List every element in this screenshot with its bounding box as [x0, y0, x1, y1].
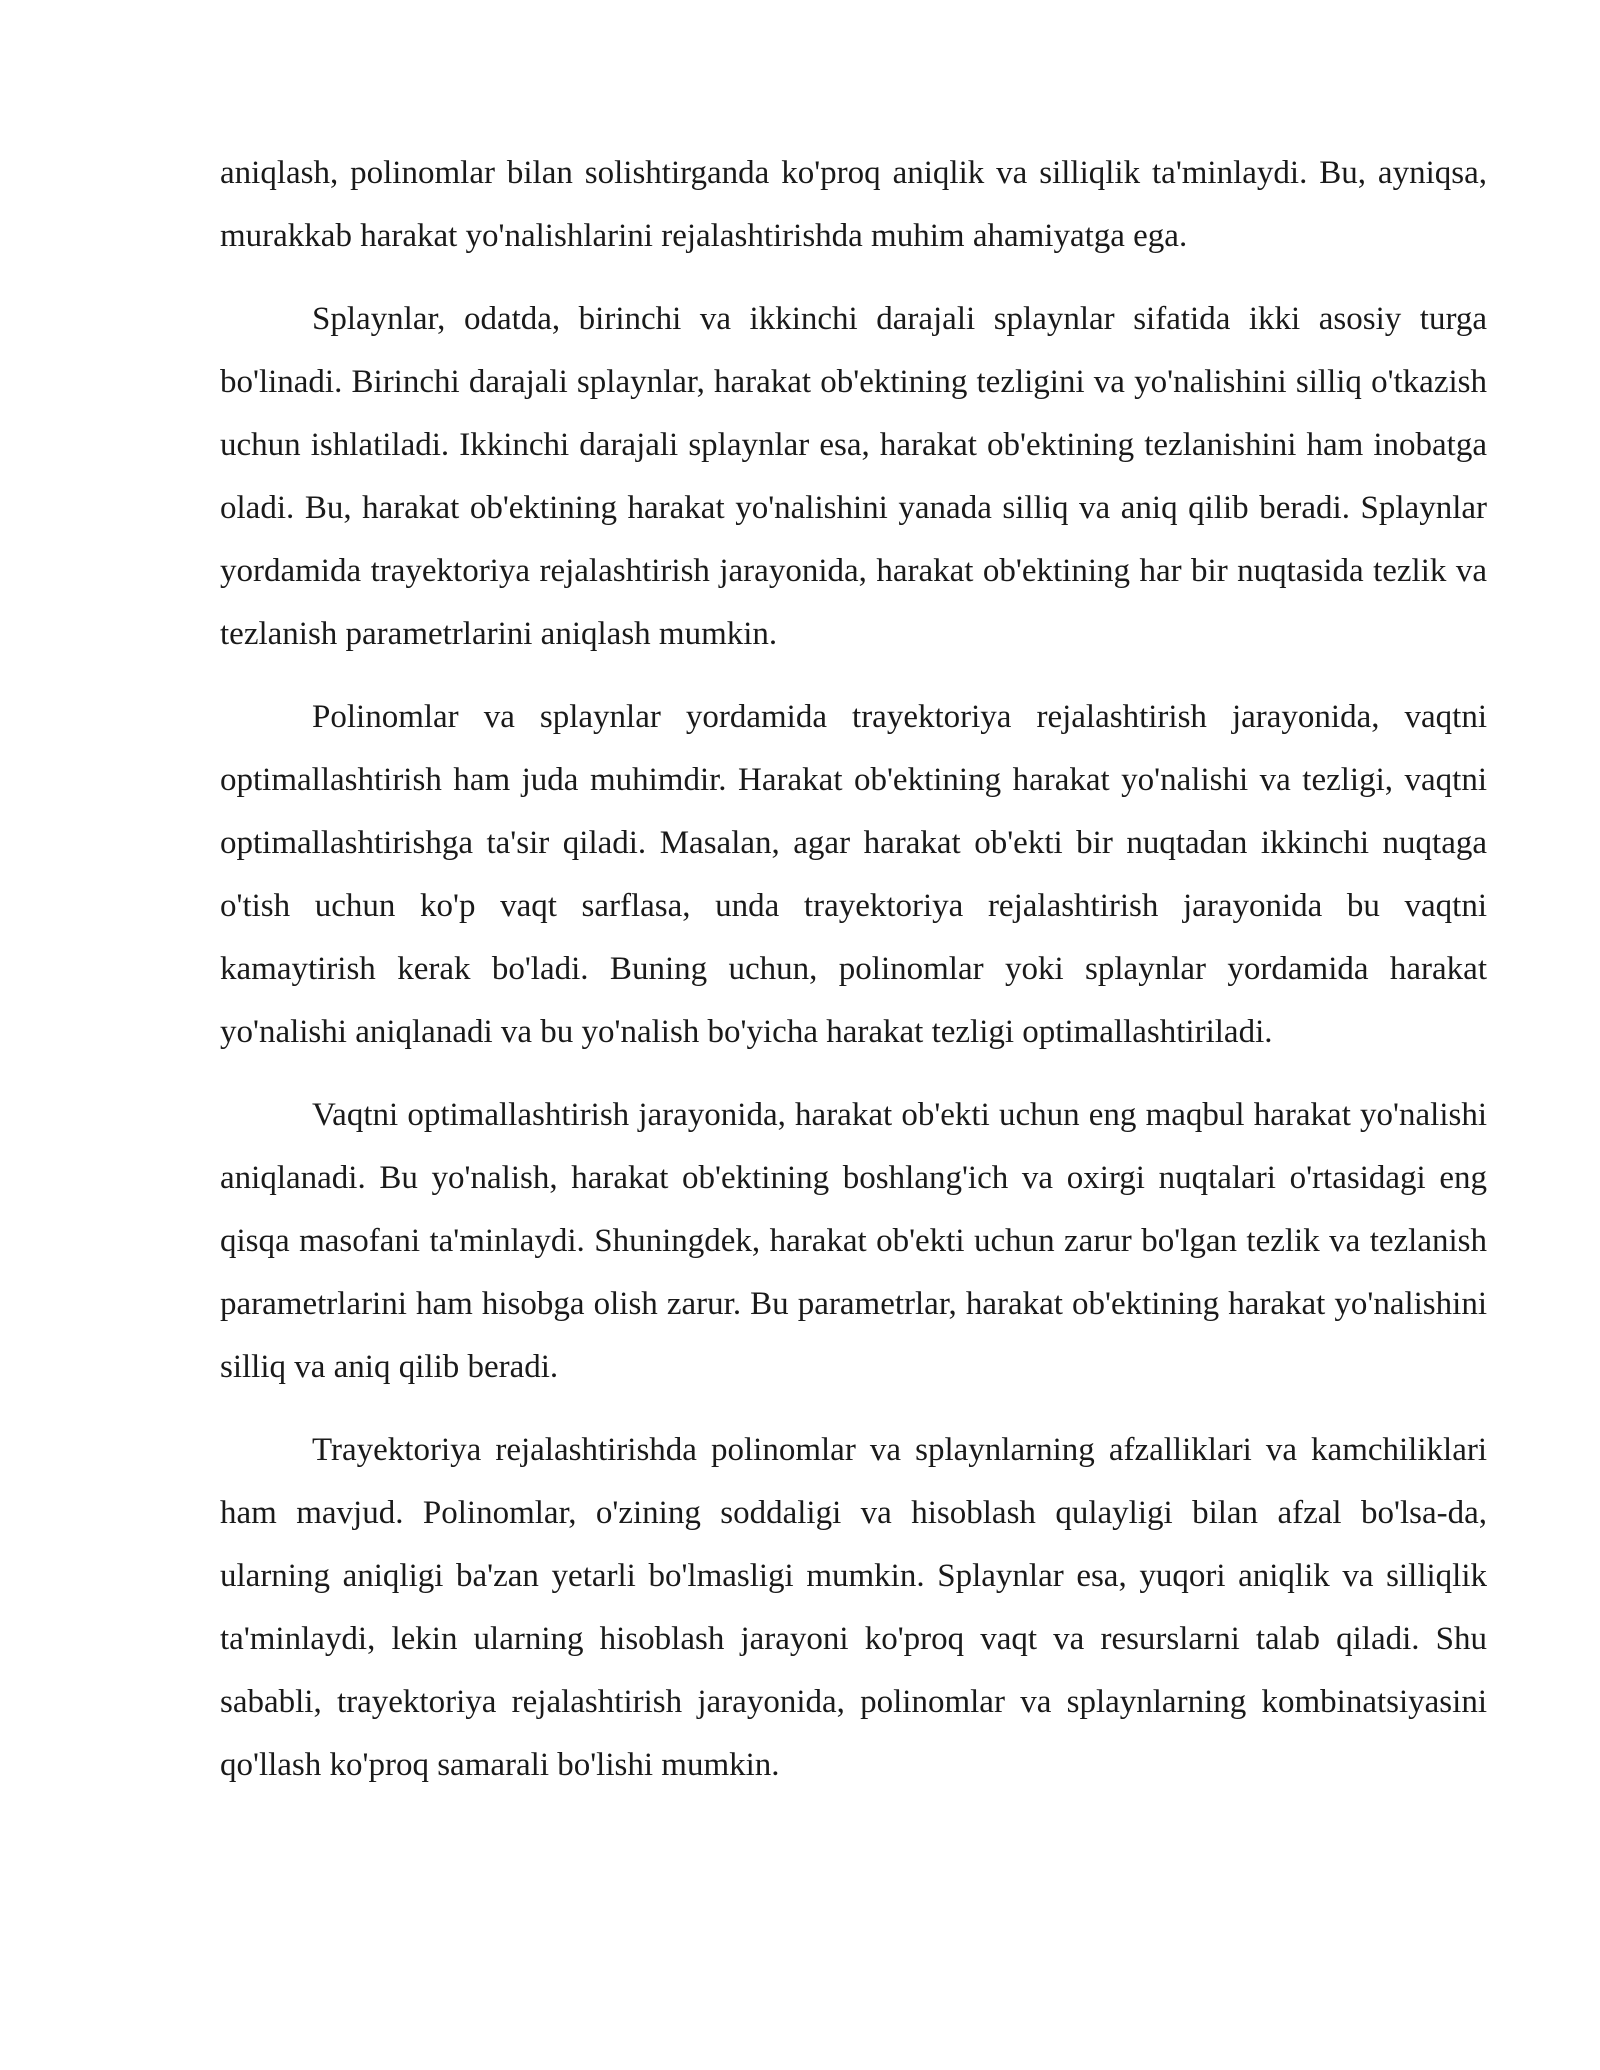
paragraph-time-optimization: Polinomlar va splaynlar yordamida trayektoriya rejalashtirish jarayonida, vaqtni optimallashtirish ham juda muhimdir. Harakat ob'ektining harakat yo'nalishi va tezligi, vaqtni optimallashtirishga ta'sir qiladi. Masalan, agar harakat ob'ekti bir nuqtadan ikkinchi nuqtaga o'tish uchun ko'p vaqt sarflasa, unda trayektoriya rejalashtirish jarayonida bu vaqtni kamaytirish kerak bo'ladi. Buning uchun, polinomlar yoki splaynlar yordamida harakat yo'nalishi aniqlanadi va bu yo'nalish bo'yicha harakat tezligi optimallashtiriladi.	[220, 699, 1487, 1050]
paragraph-splines-types: Splaynlar, odatda, birinchi va ikkinchi darajali splaynlar sifatida ikki asosiy turga bo'linadi. Birinchi darajali splaynlar, harakat ob'ektining tezligini va yo'nalishini silliq o'tkazish uchun ishlatiladi. Ikkinchi darajali splaynlar esa, harakat ob'ektining tezlanishini ham inobatga oladi. Bu, harakat ob'ektining harakat yo'nalishini yanada silliq va aniq qilib beradi. Splaynlar yordamida trayektoriya rejalashtirish jarayonida, harakat ob'ektining har bir nuqtasida tezlik va tezlanish parametrlarini aniqlash mumkin.	[220, 301, 1487, 652]
paragraph-pros-cons: Trayektoriya rejalashtirishda polinomlar va splaynlarning afzalliklari va kamchiliklari ham mavjud. Polinomlar, o'zining soddaligi va hisoblash qulayligi bilan afzal bo'lsa-da, ularning aniqligi ba'zan yetarli bo'lmasligi mumkin. Splaynlar esa, yuqori aniqlik va silliqlik ta'minlaydi, lekin ularning hisoblash jarayoni ko'proq vaqt va resurslarni talab qiladi. Shu sababli, trayektoriya rejalashtirish jarayonida, polinomlar va splaynlarning kombinatsiyasini qo'llash ko'proq samarali bo'lishi mumkin.	[220, 1432, 1487, 1783]
paragraph-continuation: aniqlash, polinomlar bilan solishtirganda ko'proq aniqlik va silliqlik ta'minlaydi. Bu, ayniqsa, murakkab harakat yo'nalishlarini rejalashtirishda muhim ahamiyatga ega.	[220, 155, 1487, 254]
paragraph-optimal-direction: Vaqtni optimallashtirish jarayonida, harakat ob'ekti uchun eng maqbul harakat yo'nalishi aniqlanadi. Bu yo'nalish, harakat ob'ektining boshlang'ich va oxirgi nuqtalari o'rtasidagi eng qisqa masofani ta'minlaydi. Shuningdek, harakat ob'ekti uchun zarur bo'lgan tezlik va tezlanish parametrlarini ham hisobga olish zarur. Bu parametrlar, harakat ob'ektining harakat yo'nalishini silliq va aniq qilib beradi.	[220, 1097, 1487, 1385]
